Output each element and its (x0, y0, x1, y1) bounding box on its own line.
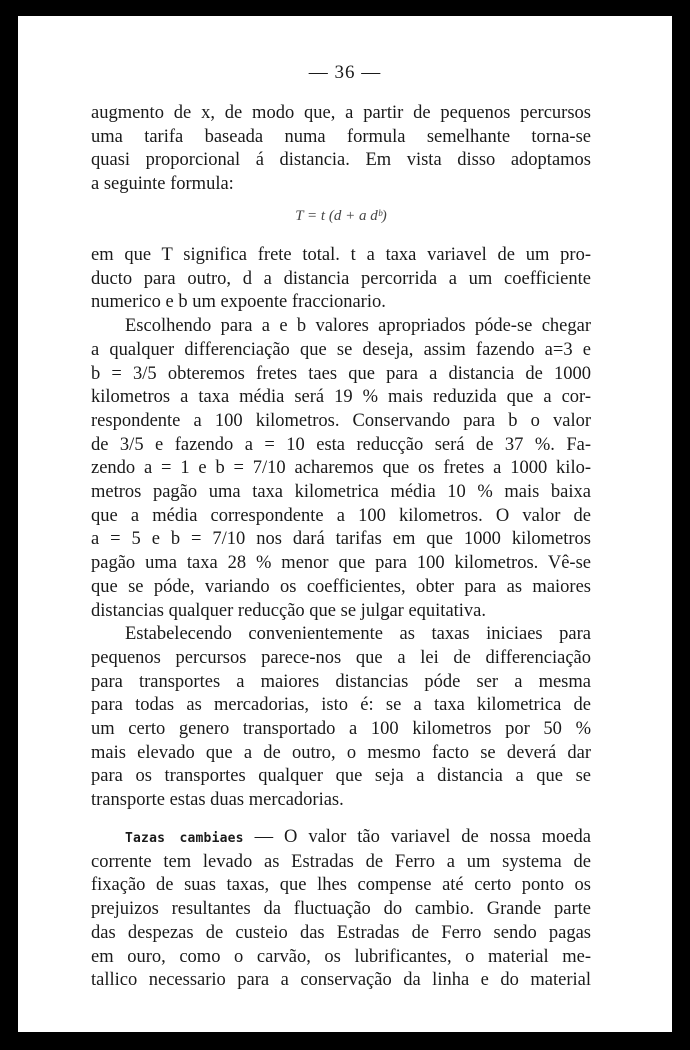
paragraph-3-line: kilometros a taxa média será 19 % mais reduzida que a cor- (91, 387, 591, 408)
paragraph-4-line: para transportes a maiores distancias póde ser a mesma (91, 671, 591, 692)
paragraph-5-line: prejuizos resultantes da fluctuação do cambio. Grande parte (91, 899, 591, 920)
paragraph-3-line: de 3/5 e fazendo a = 10 esta reducção será de 37 %. Fa- (91, 434, 591, 455)
paragraph-4-line: Estabelecendo convenientemente as taxas iniciaes para (125, 624, 591, 645)
text-block-top (91, 102, 591, 237)
paragraph-1-line: quasi proporcional á distancia. Em vista disso adoptamos (91, 150, 591, 171)
paragraph-5-line: fixação de suas taxas, que lhes compense até certo ponto os (91, 875, 591, 896)
paragraph-3-line: zendo a = 1 e b = 7/10 acharemos que os fretes a 1000 kilo- (91, 458, 591, 479)
tariff-formula: T = t (d + a dᵇ) (295, 207, 387, 224)
paragraph-2 (91, 244, 591, 315)
paragraph-4-line: para os transportes qualquer que seja a distancia a que se (91, 766, 591, 787)
paragraph-3-line: a qualquer differenciação que se deseja, assim fazendo a=3 e (91, 339, 591, 360)
paragraph-3-line: Escolhendo para a e b valores apropriados póde-se chegar (125, 316, 591, 337)
paragraph-5-first-line (91, 826, 591, 851)
paragraph-2-line: ducto para outro, d a distancia percorrida a um coefficiente (91, 268, 591, 289)
paragraph-5-line: corrente tem levado as Estradas de Ferro a um systema de (91, 851, 591, 872)
document-page (18, 16, 672, 1032)
paragraph-5-line: tallico necessario para a conservação da linha e do material (91, 970, 591, 991)
page-number: — 36 — (308, 62, 382, 83)
paragraph-1 (91, 102, 591, 197)
paragraph-5-line: das despezas de custeio das Estradas de Ferro sendo pagas (91, 922, 591, 943)
paragraph-5 (91, 826, 591, 993)
paragraph-3-line: b = 3/5 obteremos fretes taes que para a distancia de 1000 (91, 363, 591, 384)
paragraph-4-line: um certo genero transportado a 100 kilometros por 50 % (91, 719, 591, 740)
section-dash: — (243, 827, 285, 847)
paragraph-4-line: pequenos percursos parece-nos que a lei de differenciação (91, 647, 591, 668)
paragraph-3-line: a = 5 e b = 7/10 nos dará tarifas em que 1000 kilometros (91, 529, 591, 550)
paragraph-3-line: que se póde, variando os coefficientes, obter para as maiores (91, 576, 591, 597)
paragraph-3-line: respondente a 100 kilometros. Conservando para b o valor (91, 410, 591, 431)
paragraph-3-line: pagão uma taxa 28 % menor que para 100 kilometros. Vê-se (91, 553, 591, 574)
section-heading: Tazas cambiaes (125, 831, 244, 846)
paragraph-1-line: augmento de x, de modo que, a partir de pequenos percursos (91, 103, 591, 123)
paragraph-4-line: para todas as mercadorias, isto é: se a taxa kilometrica de (91, 695, 591, 716)
paragraph-3 (91, 315, 591, 623)
paragraph-5-line: em ouro, como o carvão, os lubrificantes, o material me- (91, 946, 591, 967)
text-block-bottom (91, 826, 591, 993)
paragraph-4-line: mais elevado que a de outro, o mesmo facto se deverá dar (91, 742, 591, 763)
paragraph-4 (91, 623, 591, 813)
paragraph-3-line: que a média correspondente a 100 kilometros. O valor de (91, 505, 591, 526)
paragraph-5-first-text: O valor tão variavel de nossa moeda (284, 827, 592, 847)
paragraph-1-line: a seguinte formula: (91, 174, 234, 195)
text-block-middle (91, 244, 591, 813)
paragraph-4-line: transporte estas duas mercadorias. (91, 790, 344, 811)
paragraph-3-line: metros pagão uma taxa kilometrica média 10 % mais baixa (91, 482, 591, 503)
paragraph-1-line: uma tarifa baseada numa formula semelhante torna-se (91, 126, 591, 147)
paragraph-3-line: distancias qualquer reducção que se julgar equitativa. (91, 600, 487, 621)
paragraph-2-line: numerico e b um expoente fraccionario. (91, 292, 386, 313)
paragraph-2-line: em que T significa frete total. t a taxa variavel de um pro- (91, 245, 591, 265)
